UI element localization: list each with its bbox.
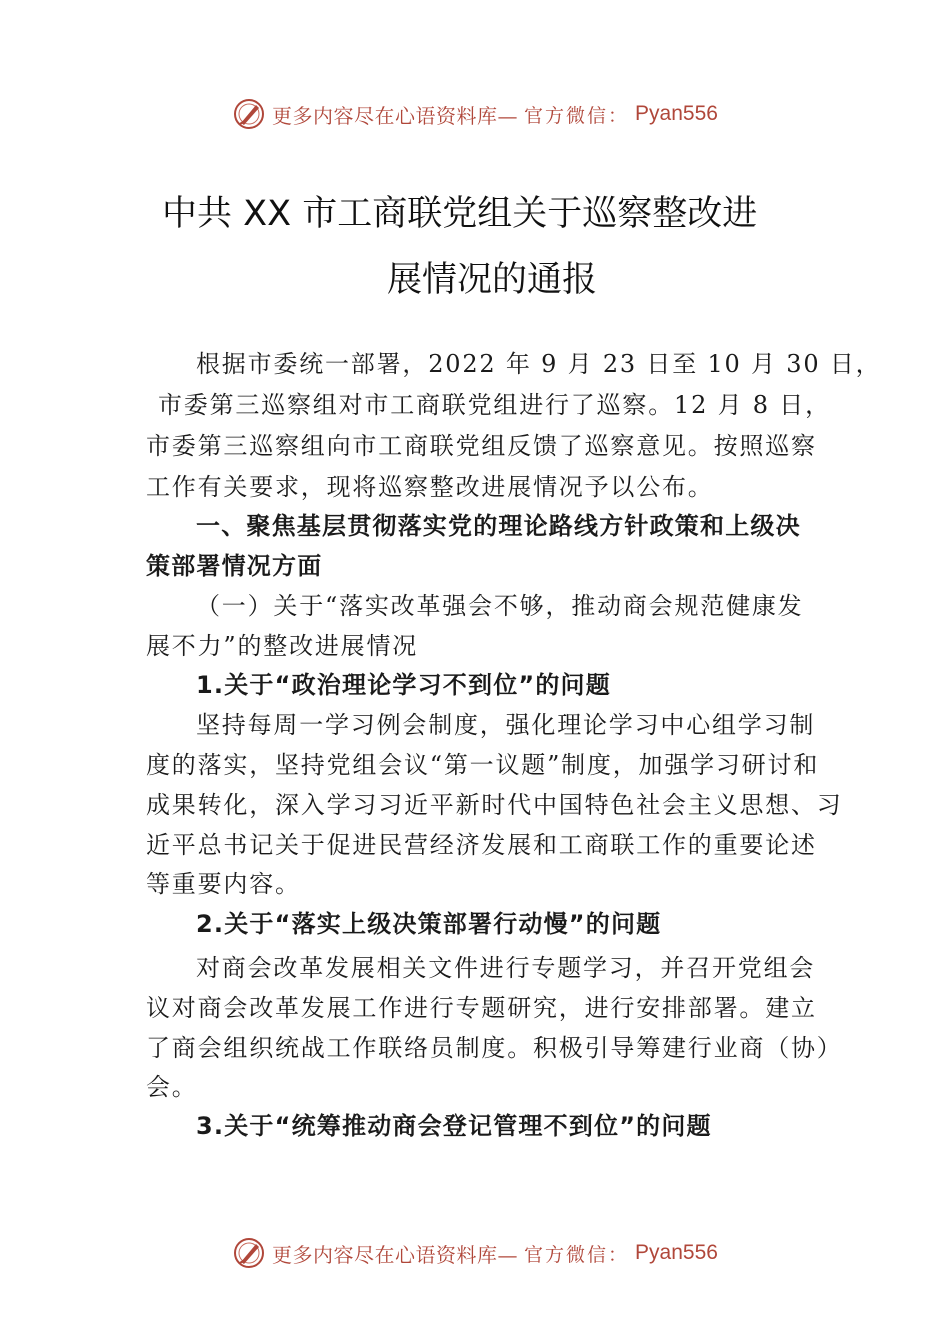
header-watermark-banner (0, 94, 950, 134)
wechat-label: 官方微信： (524, 1243, 630, 1266)
document-title-line-1: 中共 XX 市工商联党组关于巡察整改进 (162, 194, 758, 234)
banner-text: 更多内容尽在心语资料库— (272, 1242, 519, 1267)
paragraph-1-line-2: 市委第三巡察组对市工商联党组进行了巡察。12 月 8 日， (158, 391, 831, 419)
quill-pen-logo-icon (232, 97, 266, 131)
paragraph-2-line-1: 坚持每周一学习例会制度，强化理论学习中心组学习制 (196, 711, 816, 739)
paragraph-2-line-4: 近平总书记关于促进民营经济发展和工商联工作的重要论述 (146, 831, 817, 859)
paragraph-1-line-1: 根据市委统一部署，2022 年 9 月 23 日至 10 月 30 日， (196, 350, 882, 378)
paragraph-1-line-3: 市委第三巡察组向市工商联党组反馈了巡察意见。按照巡察 (146, 432, 817, 460)
footer-watermark-banner (0, 1233, 950, 1273)
paragraph-3-line-1: 对商会改革发展相关文件进行专题学习，并召开党组会 (196, 954, 816, 982)
paragraph-2-line-5: 等重要内容。 (146, 870, 301, 898)
subsection-heading-1-line-2: 展不力”的整改进展情况 (146, 632, 419, 660)
document-title-line-2: 展情况的通报 (387, 260, 598, 300)
issue-heading-3: 3.关于“统筹推动商会登记管理不到位”的问题 (196, 1112, 712, 1140)
quill-pen-logo-icon (232, 1236, 266, 1270)
subsection-heading-1-line-1: （一）关于“落实改革强会不够，推动商会规范健康发 (196, 592, 804, 620)
section-heading-1-line-2: 策部署情况方面 (146, 552, 323, 580)
section-heading-1-line-1: 一、聚焦基层贯彻落实党的理论路线方针政策和上级决 (196, 512, 801, 540)
paragraph-2-line-2: 度的落实，坚持党组会议“第一议题”制度，加强学习研讨和 (146, 751, 820, 779)
paragraph-3-line-2: 议对商会改革发展工作进行专题研究，进行安排部署。建立 (146, 994, 817, 1022)
issue-heading-1: 1.关于“政治理论学习不到位”的问题 (196, 671, 611, 699)
paragraph-3-line-4: 会。 (146, 1073, 198, 1101)
wechat-id: Pyan556 (635, 1241, 718, 1264)
banner-text: 更多内容尽在心语资料库— (272, 103, 519, 128)
issue-heading-2: 2.关于“落实上级决策部署行动慢”的问题 (196, 910, 662, 938)
wechat-id: Pyan556 (635, 102, 718, 125)
paragraph-1-line-4: 工作有关要求，现将巡察整改进展情况予以公布。 (146, 473, 714, 501)
paragraph-3-line-3: 了商会组织统战工作联络员制度。积极引导筹建行业商（协） (146, 1034, 843, 1062)
wechat-label: 官方微信： (524, 104, 630, 127)
paragraph-2-line-3: 成果转化，深入学习习近平新时代中国特色社会主义思想、习 (146, 791, 843, 819)
